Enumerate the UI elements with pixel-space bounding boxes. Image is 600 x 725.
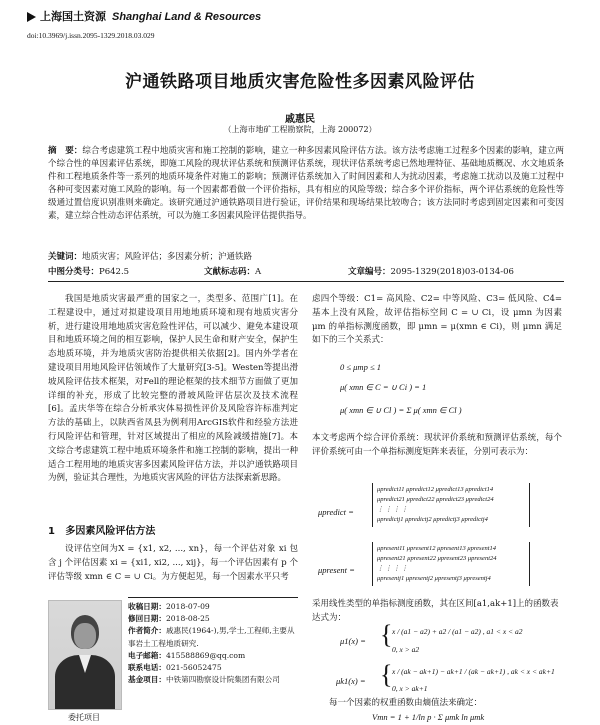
func-1-brace: { — [380, 620, 393, 649]
func-1-case-1: x / (a1 − a2) + a2 / (a1 − a2) , a1 < x < a2 — [392, 627, 523, 636]
keywords-label: 关键词： — [48, 252, 83, 262]
abstract-label: 摘 要： — [48, 146, 83, 156]
matrix-present: μpresent11 μpresent12 μpresent13 μpresent14 μpresent21 μpresent22 μpresent23 μpresent24 ⋮ ⋮ ⋮ ⋮ μpresentj1 μpresentj2 μpresentj3 μpresentj4 — [372, 542, 530, 586]
keywords-text: 地质灾害；风险评估；多因素分析；沪通铁路 — [82, 252, 253, 262]
footnote-rule — [128, 597, 298, 598]
keywords — [48, 250, 564, 262]
right-paragraph-3: 采用线性类型的单指标测度函数，其在区间[a1,ak+1]上的函数表达式为： — [312, 599, 559, 623]
section-heading: 1 多因素风险评估方法 — [48, 526, 156, 537]
func-1-case-2: 0, x > a2 — [392, 645, 420, 654]
journal-name-en: Shanghai Land & Resources — [112, 11, 262, 23]
equation-3: μ( xmn ∈ ∪ Cl ) = Σ μ( xmn ∈ Cl ) — [340, 405, 462, 415]
func-2-lhs: μk1(x) = — [336, 676, 366, 686]
clc-number: 中图分类号：P642.5 — [48, 267, 130, 277]
document-code: 文献标志码：A — [204, 267, 262, 277]
func-2-case-2: 0, x > ak+1 — [392, 684, 428, 693]
right-paragraph-4: 每一个因素的权重函数由熵值法来确定： — [329, 698, 483, 708]
journal-header — [27, 8, 261, 24]
author-photo — [48, 600, 122, 710]
func-2-brace: { — [380, 660, 393, 689]
func-2-case-1: x / (ak − ak+1) − ak+1 / (ak − ak+1) , ak < x < ak+1 — [392, 667, 555, 676]
right-paragraph-2: 本文考虑两个综合评价系统：现状评价系统和预测评估系统，每个评价系统可由一个单指标测度矩阵来表征，分别可表示为： — [312, 433, 562, 457]
author-name: 戚惠民 — [285, 114, 315, 125]
email-link[interactable]: 415588869@qq.com — [165, 650, 246, 660]
introduction — [48, 293, 298, 486]
journal-name-cn: 上海国土资源 — [40, 11, 106, 23]
right-paragraph-1: 虑四个等级：C1= 高风险、C2= 中等风险、C3= 低风险、C4= 基本上没有风险，故评估指标空间 C = ∪ Ci，设 μmn 为因素 μm 的单指标测度函数，即 μmn = μ(xmn ∈ Ci)，则 μmn 满足如下的三个关系式： — [312, 294, 562, 346]
abstract — [48, 145, 564, 223]
author-affiliation: （上海市地矿工程勘察院，上海 200072） — [223, 125, 377, 134]
matrix-2-label: μpresent = — [318, 565, 355, 575]
journal-arrow-icon — [27, 12, 36, 22]
paper-title: 沪通铁路项目地质灾害危险性多因素风险评估 — [125, 72, 475, 92]
doi[interactable]: doi:10.3969/j.issn.2095-1329.2018.03.029 — [27, 31, 155, 40]
photo-caption: 委托项目 — [68, 713, 100, 722]
article-number: 文章编号：2095-1329(2018)03-0134-06 — [348, 267, 514, 277]
section-body: 设评估空间为X = {x1, x2, ..., xn}，每一个评估对象 xi 包含 j 个评估因素 xi = {xi1, xi2, ..., xij}，每一个评估因素有 p 个评估等级 xmn ∈ C = ∪ Ci。为方便起见，每一个因素水平只考 — [48, 544, 298, 582]
abstract-text: 综合考虑建筑工程中地质灾害和施工控制的影响，建立一种多因素风险评估方法。该方法考虑施工过程多个因素的影响，建立两个综合性的单因素评估系统，即施工风险的现状评估系统和预测评估系统，现状评估系统考虑已然地理特征、基础地质概况、水文地质条件和工程地质条件等一系列的地质环境条件对施工的影响；预测评估系统加入了时间因素和人为扰动因素，考虑施工扰动以及施工过程中各种可变因素对施工风险的影响。每一个因素都看做一个评价指标，具有相应的风险等级；综合多个评价指标，两个评估系统的危险性等级通过置信度识别准则来确定。该研究通过沪通铁路项目进行验证，评价结果和现场结果比较吻合；该方法同时考虑到固定因素和可变因素，建立综合性动态评估系统，可以为施工多因素风险评估提供指导。 — [48, 146, 564, 221]
equation-2: μ( xmn ∈ C = ∪ Ci ) = 1 — [340, 382, 427, 392]
matrix-1-label: μpredict = — [318, 507, 354, 517]
divider-rule — [48, 281, 564, 282]
equation-1: 0 ≤ μmp ≤ 1 — [340, 362, 381, 372]
func-1-lhs: μ1(x) = — [340, 636, 366, 646]
matrix-predict: μpredict11 μpredict12 μpredict13 μpredict14 μpredict21 μpredict22 μpredict23 μpredict24 ⋮ ⋮ ⋮ ⋮ μpredictj1 μpredictj2 μpredictj3 μpredictj4 — [372, 483, 530, 527]
author-bio: 收稿日期：2018-07-09 修回日期：2018-08-25 作者简介：戚惠民(1964-),男,学士,工程师,主要从事岩土工程地质研究. 电子邮箱：415588869@qq.com 联系电话：021-56052475 基金项目：中铁第四勘察设计院集团有限公司 — [128, 602, 295, 685]
intro-paragraph: 我国是地质灾害最严重的国家之一，类型多、范围广[1]。在工程建设中，通过对拟建设项目用地地质环境和现有地质灾害分析，进行建设用地地质灾害危险性评估，可以减少、避免本建设项目和地质环境之间的相互影响，保护人民生命和财产安全，保护生态地质环境，并为地质灾害防治提供相关依据[2]。国内外学者在建设项目用地风险评估领域作了大量研究[3-5]。Westen等提出滑坡风险评估技术框架，对Fell的理论框架的技术细节方面做了更加详细的补充，形成了比较完整的滑坡风险评估层次及技术流程[6]。孟庆华等在综合分析承灾体易损性评价及风险容许标准判定方法的基础上，以陕西省凤县为例利用ArcGIS软件和经验方法进行风险评估和管理，针对区域提出了相应的风险减缓措施[7]。本文综合考虑建筑工程中地质环境条件和施工控制的影响，提出一种适合工程用地的地质灾害多因素风险评估方法，并以沪通铁路项目为例，验证其合理性，为地质灾害风险的评估方法探索新思路。 — [48, 294, 298, 484]
equation-entropy: Vmn = 1 + 1/ln p · Σ μmk ln μmk — [372, 712, 485, 722]
